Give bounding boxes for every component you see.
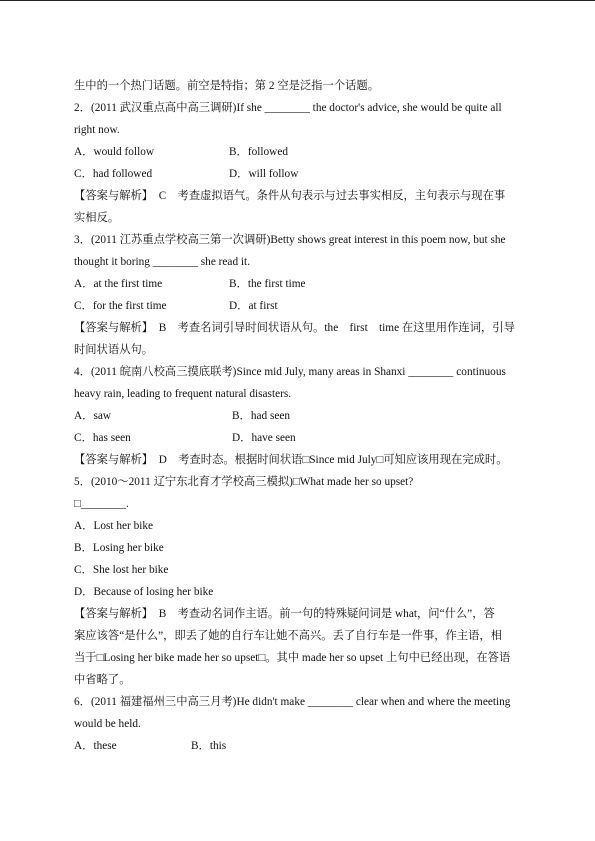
question-3-options-ab <box>74 273 542 295</box>
header-rule <box>0 0 595 1</box>
document-body <box>74 75 542 757</box>
question-5-stem: 5．(2010～2011 辽宁东北育才学校高三模拟)□What made her so upset? <box>74 476 414 488</box>
question-5-option-c: C．She lost her bike <box>74 564 169 576</box>
question-5-answer-cont-2: 当于□Losing her bike made her so upset□。其中 made her so upset 上句中已经出现，在答语 <box>74 652 511 664</box>
option-a: A．at the first time <box>74 278 163 290</box>
option-c: C．for the first time <box>74 300 167 312</box>
text-line: 生中的一个热门话题。前空是特指；第 2 空是泛指一个话题。 <box>74 80 380 92</box>
question-6-options-ab <box>74 735 542 757</box>
question-4-options-cd <box>74 427 542 449</box>
question-3-options-cd <box>74 295 542 317</box>
option-b: B．had seen <box>232 410 291 422</box>
option-a: A．saw <box>74 410 112 422</box>
question-5-answer-cont-1: 案应该答“是什么”，即丢了她的自行车让她不高兴。丢了自行车是一件事，作主语，相 <box>74 630 503 642</box>
question-4-stem-cont: heavy rain, leading to frequent natural disasters. <box>74 388 292 400</box>
option-c: C．had followed <box>74 168 153 180</box>
question-5-blank: □________. <box>74 498 129 510</box>
question-4-options-ab <box>74 405 542 427</box>
question-5-answer: 【答案与解析】 B 考查动名词作主语。前一句的特殊疑问词是 what，问“什么”，答 <box>74 608 495 620</box>
question-6-stem-cont: would be held. <box>74 718 141 730</box>
question-4-stem: 4．(2011 皖南八校高三摸底联考)Since mid July, many areas in Shanxi ________ continuous <box>74 366 506 378</box>
option-d: D．have seen <box>232 432 296 444</box>
question-5-option-d: D．Because of losing her bike <box>74 586 214 598</box>
option-b: B．followed <box>229 146 288 158</box>
option-a: A．these <box>74 740 117 752</box>
question-2-options-ab <box>74 141 542 163</box>
question-3-stem-cont: thought it boring ________ she read it. <box>74 256 251 268</box>
question-2-answer: 【答案与解析】 C 考查虚拟语气。条件从句表示与过去事实相反，主句表示与现在事 <box>74 190 506 202</box>
question-2-options-cd <box>74 163 542 185</box>
question-2-stem: 2．(2011 武汉重点高中高三调研)If she ________ the doctor's advice, she would be quite all <box>74 102 502 114</box>
option-d: D．at first <box>229 300 278 312</box>
option-a: A．would follow <box>74 146 155 158</box>
question-5-answer-cont-3: 中省略了。 <box>74 674 131 686</box>
question-2-stem-cont: right now. <box>74 124 120 136</box>
option-b: B．this <box>191 740 227 752</box>
question-3-stem: 3．(2011 江苏重点学校高三第一次调研)Betty shows great interest in this poem now, but she <box>74 234 506 246</box>
question-6-stem: 6．(2011 福建福州三中高三月考)He didn't make ________ clear when and where the meeting <box>74 696 511 708</box>
option-b: B．the first time <box>229 278 306 290</box>
question-4-answer: 【答案与解析】 D 考查时态。根据时间状语□Since mid July□可知应该用现在完成时。 <box>74 454 508 466</box>
question-3-answer-cont: 时间状语从句。 <box>74 344 154 356</box>
question-5-option-b: B．Losing her bike <box>74 542 164 554</box>
question-3-answer: 【答案与解析】 B 考查名词引导时间状语从句。the first time 在这里用作连词，引导 <box>74 322 515 334</box>
option-d: D．will follow <box>229 168 299 180</box>
question-2-answer-cont: 实相反。 <box>74 212 120 224</box>
question-5-option-a: A．Lost her bike <box>74 520 154 532</box>
option-c: C．has seen <box>74 432 131 444</box>
